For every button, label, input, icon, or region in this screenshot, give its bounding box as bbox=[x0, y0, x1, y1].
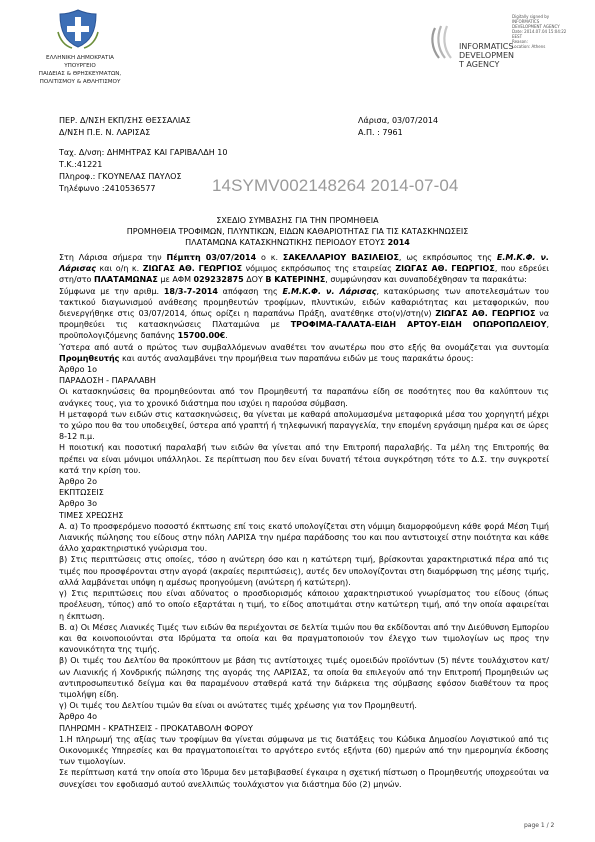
signature-line: DEVELOPMENT AGENCY bbox=[512, 24, 560, 29]
title-line: ΠΡΟΜΗΘΕΙΑ ΤΡΟΦΙΜΩΝ, ΠΛΥΝΤΙΚΩΝ, ΕΙΔΩΝ ΚΑΘΑΡΙΟΤΗΤΑΣ ΓΙΑ ΤΙΣ ΚΑΤΑΣΚΗΝΩΣΕΙΣ bbox=[126, 227, 469, 236]
address-block bbox=[59, 147, 227, 195]
article-paragraph: Α. α) Το προσφερόμενο ποσοστό έκπτωσης επί τοις εκατό υπολογίζεται στη νόμιμη διαμορφούμενη κάθε φορά Μέση Τιμή Λιανικής πώλησης του είδους στην πόλη ΛΑΡΙΣΑ την ημέρα παράδοσης του και που αντιστοιχεί στην ποιότητα και κάθε άλλο χαρακτηριστικό γνώρισμα του. bbox=[59, 521, 549, 554]
sender-line: ΠΕΡ. Δ/ΝΣΗ ΕΚΠ/ΣΗΣ ΘΕΣΣΑΛΙΑΣ bbox=[59, 116, 191, 125]
ministry-block bbox=[30, 54, 130, 86]
article-subheading: ΠΛΗΡΩΜΗ - ΚΡΑΤΗΣΕΙΣ - ΠΡΟΚΑΤΑΒΟΛΗ ΦΟΡΟΥ bbox=[59, 723, 253, 733]
ministry-line: ΥΠΟΥΡΓΕΙΟ bbox=[64, 63, 96, 69]
ada-watermark: 14SYMV002148264 2014-07-04 bbox=[212, 176, 459, 195]
sender-line: Δ/ΝΣΗ Π.Ε. Ν. ΛΑΡΙΣΑΣ bbox=[59, 128, 151, 137]
ministry-line: ΠΟΛΙΤΙΣΜΟΥ & ΑΘΛΗΤΙΣΜΟΥ bbox=[39, 79, 121, 85]
article-paragraph: Η μεταφορά των ειδών στις κατασκηνώσεις, θα γίνεται με καθαρά απολυμασμένα μεταφορικά μέσα του χορηγητή μέχρι το χώρο που θα του υποδειχθεί, ύστερα από γραπτή ή τηλεφωνική παραγγελία, την επομένη εργάσιμη ημέρα και σε ώρες 8-12 π.μ. bbox=[59, 409, 549, 442]
article-paragraph: γ) Στις περιπτώσεις που είναι αδύνατος ο προσδιορισμός κάποιου χαρακτηριστικού γνωρίσματος του είδους (όπως προέλευση, τύπος) από το οποίο εξαρτάται η τιμή, το είδος αποτιμάται στην κατώτερη τιμή, από την οποία αφαιρείται η έκπτωση. bbox=[59, 589, 549, 621]
signature-line: INFORMATICS bbox=[512, 19, 540, 24]
signature-line: EEST bbox=[512, 34, 523, 39]
ministry-line: ΠΑΙΔΕΙΑΣ & ΘΡΗΣΚΕΥΜΑΤΩΝ, bbox=[38, 71, 122, 77]
document-date: Λάρισα, 03/07/2014 bbox=[358, 116, 439, 125]
article-paragraph: Η ποιοτική και ποσοτική παραλαβή των ειδών θα γίνεται από την Επιτροπή παραλαβής. Τα μέλη της Επιτροπής θα πρέπει να είναι μόνιμοι υπάλληλοι. Σε περίπτωση που δεν είναι δυνατή τέτοια συγκρότηση τότε το Δ.Σ. την συγκροτεί κατά την κρίση του. bbox=[59, 443, 549, 475]
ministry-line: ΕΛΛΗΝΙΚΗ ΔΗΜΟΚΡΑΤΙΑ bbox=[46, 55, 114, 61]
phone-number: Τηλέφωνο :2410536577 bbox=[59, 184, 156, 193]
article-paragraph: β) Στις περιπτώσεις στις οποίες, τόσο η ανώτερη όσο και η κατώτερη τιμή, βρίσκονται χαρακτηριστικά πέρα από τις τιμές που προσφέρονται στην αγορά (ακραίες περιπτώσεις), αυτές δεν υπολογίζονται στη διαμόρφωση της μέσης τιμής, αλλά λαμβάνεται υπόψη η αμέσως προηγούμενη (ανώτερη ή κατώτερη). bbox=[59, 555, 549, 587]
signature-line: Reason: bbox=[512, 39, 528, 44]
address-line: Ταχ. Δ/νση: ΔΗΜΗΤΡΑΣ ΚΑΙ ΓΑΡΙΒΑΛΔΗ 10 bbox=[59, 148, 228, 157]
agency-name-line: INFORMATICS bbox=[459, 42, 514, 51]
postal-code: Τ.Κ.:41221 bbox=[59, 160, 103, 169]
agency-name-line: T AGENCY bbox=[459, 60, 500, 69]
title-year: 2014 bbox=[387, 238, 410, 247]
article-heading: Άρθρο 4ο bbox=[59, 712, 98, 722]
date-protocol-block bbox=[358, 115, 438, 139]
article-paragraph: γ) Οι τιμές του Δελτίου τιμών θα είναι οι ανώτατες τιμές χρέωσης για τον Προμηθευτή. bbox=[59, 701, 417, 711]
article-subheading: ΠΑΡΑΔΟΣΗ - ΠΑΡΑΛΑΒΗ bbox=[59, 376, 156, 386]
article-paragraph: β) Οι τιμές του Δελτίου θα προκύπτουν με βάση τις αντίστοιχες τιμές ομοειδών προϊόντων (5) πέντε τουλάχιστον κατ/ων Λιανικής ή Χονδρικής πώλησης της αγοράς της ΛΑΡΙΣΑΣ, τα οποία θα επιλεγούν από την Επιτροπή Προμηθειών ως αντιπροσωπευτικό δείγμα και θα παραμένουν σταθερά κατά την διάρκεια της σύμβασης εφόσον διαθέτουν τα προς τιμολήψη είδη. bbox=[59, 656, 549, 699]
article-paragraph: Σε περίπτωση κατά την οποία στο Ίδρυμα δεν μεταβιβασθεί έγκαιρα η σχετική πίστωση ο Προμηθευτής υποχρεούται να συνεχίσει τον εφοδιασμό αυτού ανελλιπώς τουλάχιστον για διάστημα δύο (2) μηνών. bbox=[59, 768, 549, 789]
article-heading: Άρθρο 1ο bbox=[59, 365, 98, 375]
title-line-text: ΠΛΑΤΑΜΩΝΑ ΚΑΤΑΣΚΗΝΩΤΙΚΗΣ ΠΕΡΙΟΔΟΥ ΕΤΟΥΣ bbox=[185, 238, 388, 247]
greek-coat-of-arms-icon bbox=[56, 6, 100, 50]
signature-line: Date: 2014.07.04 15:04:22 bbox=[512, 29, 567, 34]
document-title bbox=[0, 215, 595, 248]
agency-name-line: DEVELOPMEN bbox=[459, 51, 514, 60]
contract-body bbox=[59, 252, 549, 790]
article-paragraph: 1.Η πληρωμή της αξίας των τροφίμων θα γίνεται σύμφωνα με τις διατάξεις του Κώδικα Δημοσίου Λογιστικού από τις Οικονομικές Υπηρεσίες και θα πραγματοποιείται το αργότερο εντός εξήντα (60) ημερών από την ημερομηνία έκδοσης των τιμολογίων. bbox=[59, 734, 549, 767]
digital-signature-block bbox=[512, 14, 566, 49]
page-number: page 1 / 2 bbox=[524, 822, 555, 829]
title-line bbox=[0, 237, 595, 248]
article-heading: Άρθρο 3ο bbox=[59, 499, 98, 509]
article-heading: Άρθρο 2ο bbox=[59, 477, 98, 487]
article-subheading: ΤΙΜΕΣ ΧΡΕΩΣΗΣ bbox=[59, 510, 124, 520]
contact-person: Πληροφ.: ΓΚΟΥΝΕΛΑΣ ΠΑΥΛΟΣ bbox=[59, 172, 182, 181]
article-subheading: ΕΚΠΤΩΣΕΙΣ bbox=[59, 488, 104, 498]
informatics-agency-name bbox=[459, 42, 514, 69]
informatics-agency-logo-icon bbox=[429, 20, 459, 64]
sender-block bbox=[59, 115, 191, 139]
article-paragraph: Β. α) Οι Μέσες Λιανικές Τιμές των ειδών θα περιέχονται σε δελτία τιμών που θα εκδίδονται από την Διεύθυνση Εμπορίου και θα κοινοποιούνται στα Ιδρύματα τα οποία και θα πραγματοποιούν τον έλεγχο των τιμολογίων ως προς την κανονικότητα της τιμής. bbox=[59, 622, 549, 655]
signature-line: Digitally signed by bbox=[512, 14, 550, 19]
title-line: ΣΧΕΔΙΟ ΣΥΜΒΑΣΗΣ ΓΙΑ ΤΗΝ ΠΡΟΜΗΘΕΙΑ bbox=[216, 216, 379, 225]
protocol-number: Α.Π. : 7961 bbox=[358, 128, 403, 137]
article-paragraph: Οι κατασκηνώσεις θα προμηθεύονται από τον Προμηθευτή τα παραπάνω είδη σε ποσότητες που θα καλύπτουν τις ανάγκες τους, για το χρονικό διάστημα που ισχύει η παρούσα σύμβαση. bbox=[59, 387, 549, 408]
assignment-paragraph: Ύστερα από αυτά ο πρώτος των συμβαλλόμενων αναθέτει τον ανωτέρω που στο εξής θα ονομάζεται για συντομία Προμηθευτής και αυτός αναλαμβάνει την προμήθεια των παραπάνω ειδών με τους παρακάτω όρους: bbox=[59, 342, 549, 363]
intro-paragraph: Στη Λάρισα σήμερα την Πέμπτη 03/07/2014 ο κ. ΣΑΚΕΛΛΑΡΙΟΥ ΒΑΣΙΛΕΙΟΣ, ως εκπρόσωπος της Ε.Μ.Κ.Φ. ν. Λάρισας και ο/η κ. ΖΙΩΓΑΣ ΑΘ. ΓΕΩΡΓΙΟΣ νόμιμος εκπρόσωπος της εταιρείας ΖΙΩΓΑΣ ΑΘ. ΓΕΩΡΓΙΟΣ, που εδρεύει στη/στο ΠΛΑΤΑΜΩΝΑΣ με ΑΦΜ 029232875 ΔΟΥ Β ΚΑΤΕΡΙΝΗΣ, συμφώνησαν και συναποδέχθησαν τα παρακάτω: bbox=[59, 253, 550, 285]
award-paragraph: Σύμφωνα με την αριθμ. 18/3-7-2014 απόφαση της Ε.Μ.Κ.Φ. ν. Λάρισας, κατακύρωσης των αποτελεσμάτων του τακτικού διαγωνισμού ανάθεσης προμηθευτών τροφίμων, πλυντικών, ειδών καθαριότητας και μεταφορικών, που διενεργήθηκε στις 03/07/2014, όπως ορίζει η παραπάνω Πράξη, ανατέθηκε στο(ν)/στη(ν) ΖΙΩΓΑΣ ΑΘ. ΓΕΩΡΓΙΟΣ να προμηθεύει τις κατασκηνώσεις Πλαταμώνα με ΤΡΟΦΙΜΑ-ΓΑΛΑΤΑ-ΕΙΔΗ ΑΡΤΟΥ-ΕΙΔΗ ΟΠΩΡΟΠΩΛΕΙΟΥ, προϋπολογιζόμενης δαπάνης 15700.00€. bbox=[59, 286, 550, 341]
signature-line: Location: Athens bbox=[512, 44, 546, 49]
